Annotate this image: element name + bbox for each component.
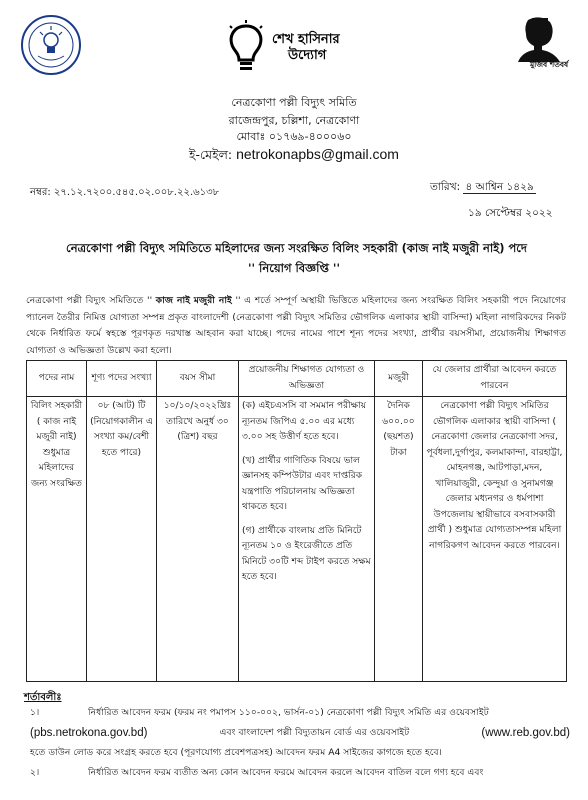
pbs-seal-logo bbox=[20, 14, 82, 76]
notice-subtitle: '' নিয়োগ বিজ্ঞপ্তি '' bbox=[248, 261, 340, 275]
header-wage: মজুরী bbox=[375, 361, 423, 397]
cell-qualification bbox=[239, 397, 375, 682]
header-eligible-districts: যে জেলার প্রার্থীরা আবেদন করতে পারবেন bbox=[423, 361, 567, 397]
terms-title: শর্তাবলীঃ bbox=[24, 692, 62, 703]
term-1-number: ১। bbox=[30, 707, 40, 718]
qualification-a: (ক) এইচএসসি বা সমমান পরীক্ষায় ন্যূনতম জিপিএ ৫.০০ এর মধ্যে ৩.০০ সহ উত্তীর্ণ হতে হবে। bbox=[242, 401, 367, 442]
cell-wage: দৈনিক ৬০০.০০ (ছয়শত) টাকা bbox=[375, 397, 423, 682]
light-bulb-icon bbox=[224, 20, 268, 76]
bulb-initiative-logo bbox=[208, 18, 368, 80]
intro-text-end: '' এ শর্তে সম্পূর্ণ অস্থায়ী ভিত্তিতে মহিলাদের জন্য সংরক্ষিত বিলিং সহকারী পদে নিয়োগের প্যানেল তৈরীর নিমিত্ত যোগ্যতা সম্পন্ন প্রকৃত বাংলাদেশী (নেত্রকোণা পল্লী বিদ্যুৎ সমিতির ভৌগলিক এলাকার স্থায়ী বাসিন্দা) মহিলা নাগরিকদের নিকট থেকে নির্ধারিত ফর্মে স্বহস্তে পূরণকৃত দরখাস্ত আহবান করা যাচ্ছে। পদের নামের পাশে শূন্য পদের সংখ্যা, প্রার্থীর বয়সসীমা, প্রয়োজনীয় শিক্ষাগত যোগ্যতা ও অভিজ্ঞতা উল্লেখ করা হলো। bbox=[26, 295, 567, 356]
header-age-limit: বয়স সীমা bbox=[157, 361, 239, 397]
intro-paragraph bbox=[26, 293, 566, 359]
memo-date-bangla bbox=[430, 180, 536, 197]
term-1-line2 bbox=[30, 725, 570, 741]
qualification-c: (গ) প্রার্থীকে বাংলায় প্রতি মিনিটে ন্যূনতম ১০ ও ইংরেজীতে প্রতি মিনিটে ৩০টি শব্দ টাইপ করতে সক্ষম হতে হবে। bbox=[242, 525, 371, 582]
posts-table bbox=[26, 360, 567, 682]
header-post-name: পদের নাম bbox=[27, 361, 87, 397]
reb-website-link[interactable]: (www.reb.gov.bd) bbox=[481, 727, 570, 739]
term-1-text: নির্ধারিত আবেদন ফরম (ফরম নং পমাপস ১১০-০০২, ভার্সন-০১) নেত্রকোণা পল্লী বিদ্যুৎ সমিতি এর ওয়েবসাইট bbox=[88, 707, 489, 718]
intro-text-start: নেত্রকোণা পল্লী বিদ্যুৎ সমিতিতে '' bbox=[26, 295, 153, 306]
intro-bold-phrase: কাজ নাই মজুরী নাই bbox=[155, 295, 232, 306]
date-bangla-value: ৪ আশ্বিন ১৪২৯ bbox=[465, 181, 534, 193]
qualification-b: (খ) প্রার্থীর গাণিতিক বিষয়ে ভাল জ্ঞানসহ কম্পিউটার এবং দাপ্তরিক যন্ত্রপাতি পরিচালনায় অভিজ্ঞতা থাকতে হবে। bbox=[242, 455, 363, 512]
header-qualification: প্রয়োজনীয় শিক্ষাগত যোগ্যতা ও অভিজ্ঞতা bbox=[239, 361, 375, 397]
term-1-line3: হতে ডাউন লোড করে সংগ্রহ করতে হবে (পূরণযোগ্য প্রবেশপত্রসহ) আবেদন ফরম A4 সাইজের কাগজে হতে হবে। bbox=[30, 747, 442, 758]
notice-title: নেত্রকোণা পল্লী বিদ্যুৎ সমিতিতে মহিলাদের জন্য সংরক্ষিত বিলিং সহকারী (কাজ নাই মজুরী নাই) পদে bbox=[66, 241, 527, 255]
header-vacancies: শূণ্য পদের সংখ্যা bbox=[87, 361, 157, 397]
pbs-website-link[interactable]: (pbs.netrokona.gov.bd) bbox=[30, 727, 148, 739]
bulb-logo-line2: উদ্যোগ bbox=[288, 48, 327, 63]
org-address: রাজেন্দ্রপুর, চল্লিশা, নেত্রকোণা bbox=[228, 114, 360, 127]
table-header-row bbox=[27, 361, 567, 397]
cell-eligible-districts: নেত্রকোণা পল্লী বিদ্যুৎ সমিতির ভৌগলিক এলাকার স্থায়ী বাসিন্দা ( নেত্রকোণা জেলার নেত্রকোণা সদর, পূর্বধলা,দুর্গাপুর, কলমাকান্দা, বারহাট্টা, মোহনগঞ্জ, আটপাড়া,মদন, খালিয়াজুরী, কেন্দুয়া ও সুনামগঞ্জ জেলার মধ্যনগর ও ধর্মপাশা উপজেলায় স্থায়ীভাবে বসবাসকারী প্রার্থী ) শুধুমাত্র যোগ্যতাসম্পন্ন মহিলা নাগরিকগণ আবেদন করতে পারবেন। bbox=[423, 397, 567, 682]
cell-post-name: বিলিং সহকারী ( কাজ নাই মজুরী নাই) শুধুমাত্র মহিলাদের জন্য সংরক্ষিত bbox=[27, 397, 87, 682]
email-address: netrokonapbs@gmail.com bbox=[236, 146, 399, 162]
term-2-text: নির্ধারিত আবেদন ফরম ব্যতীত অন্য কোন আবেদন ফরমে আবেদন করলে আবেদন বাতিল বলে গণ্য হবে এবং bbox=[88, 767, 484, 778]
table-row bbox=[27, 397, 567, 682]
email-label: ই-মেইল: bbox=[189, 147, 233, 162]
memo-number: নম্বর: ২৭.১২.৭২০০.৫৪৫.০২.০০৮.২২.৬১৩৮ bbox=[30, 187, 220, 198]
mujib-centenary-logo bbox=[508, 14, 572, 78]
org-email-line bbox=[0, 146, 588, 167]
term-1-mid-text: এবং বাংলাদেশ পল্লী বিদ্যুতায়ন বোর্ড এর ওয়েবসাইট bbox=[219, 727, 410, 738]
org-name: নেত্রকোণা পল্লী বিদ্যুৎ সমিতি bbox=[231, 96, 357, 109]
date-label: তারিখ: bbox=[430, 181, 461, 193]
term-2-number: ২। bbox=[30, 767, 40, 778]
cell-vacancies: ০৮ (আট) টি (নিয়োগকালীন এ সংখ্যা কম/বেশী হতে পারে) bbox=[87, 397, 157, 682]
org-phone: মোবাঃ ০১৭৬৯-৪০০০৬০ bbox=[236, 130, 352, 143]
memo-date-english: ১৯ সেপ্টেম্বর ২০২২ bbox=[468, 207, 553, 219]
portrait-silhouette-icon bbox=[508, 14, 572, 64]
bulb-logo-line1: শেখ হাসিনার bbox=[272, 32, 340, 47]
right-logo-caption: মুজিব শতবর্ষ bbox=[530, 60, 569, 69]
cell-age-limit: ১০/১০/২০২২খ্রিঃ তারিখে অনুর্ধ ৩০ (ত্রিশ) বছর bbox=[157, 397, 239, 682]
